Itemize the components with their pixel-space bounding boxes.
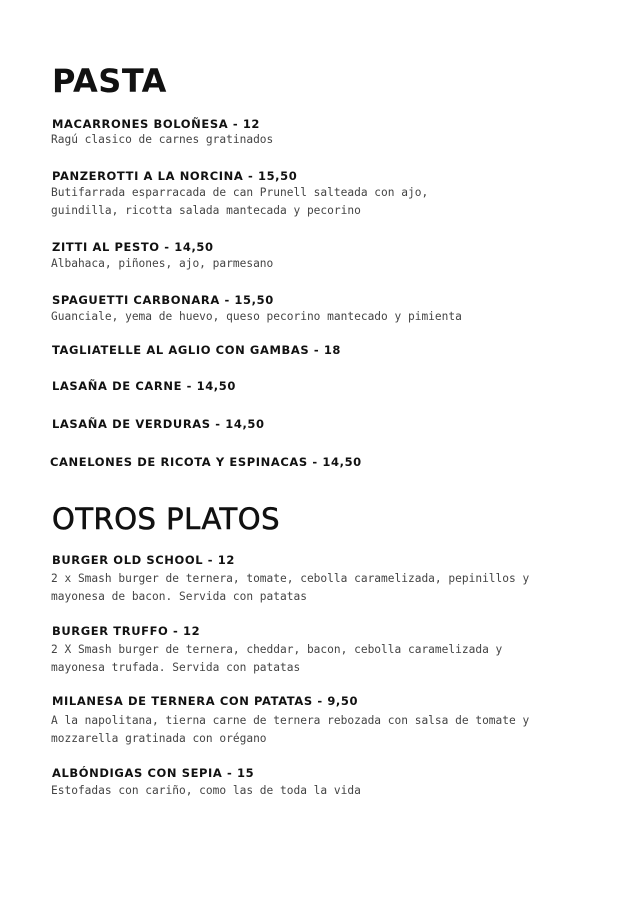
- section-title-otros-platos: OTROS PLATOS: [52, 502, 280, 536]
- item-desc: Guanciale, yema de huevo, queso pecorino mantecado y pimienta: [51, 310, 462, 323]
- item-desc: guindilla, ricotta salada mantecada y pecorino: [51, 204, 361, 217]
- item-name: ZITTI AL PESTO - 14,50: [52, 240, 214, 254]
- item-desc: mayonesa de bacon. Servida con patatas: [51, 590, 307, 603]
- item-name: MILANESA DE TERNERA CON PATATAS - 9,50: [52, 694, 359, 708]
- item-name: PANZEROTTI A LA NORCINA - 15,50: [52, 169, 298, 183]
- section-title-pasta: PASTA: [52, 62, 167, 100]
- item-desc: mozzarella gratinada con orégano: [51, 732, 267, 745]
- item-name: ALBÓNDIGAS CON SEPIA - 15: [52, 766, 255, 780]
- item-name: BURGER OLD SCHOOL - 12: [52, 553, 235, 567]
- item-desc: A la napolitana, tierna carne de ternera rebozada con salsa de tomate y: [51, 714, 530, 727]
- item-name: TAGLIATELLE AL AGLIO CON GAMBAS - 18: [52, 343, 342, 357]
- item-desc: Ragú clasico de carnes gratinados: [51, 133, 274, 146]
- item-desc: Butifarrada esparracada de can Prunell salteada con ajo,: [51, 186, 429, 199]
- item-name: CANELONES DE RICOTA Y ESPINACAS - 14,50: [50, 455, 362, 469]
- item-desc: 2 x Smash burger de ternera, tomate, cebolla caramelizada, pepinillos y: [51, 572, 530, 585]
- item-desc: Albahaca, piñones, ajo, parmesano: [51, 257, 274, 270]
- item-desc: Estofadas con cariño, como las de toda la vida: [51, 784, 361, 797]
- item-name: BURGER TRUFFO - 12: [52, 624, 201, 638]
- item-name: LASAÑA DE CARNE - 14,50: [52, 379, 236, 393]
- item-name: MACARRONES BOLOÑESA - 12: [52, 117, 261, 131]
- item-name: LASAÑA DE VERDURAS - 14,50: [52, 417, 265, 431]
- item-desc: mayonesa trufada. Servida con patatas: [51, 661, 301, 674]
- item-desc: 2 X Smash burger de ternera, cheddar, bacon, cebolla caramelizada y: [51, 643, 503, 656]
- item-name: SPAGUETTI CARBONARA - 15,50: [52, 293, 274, 307]
